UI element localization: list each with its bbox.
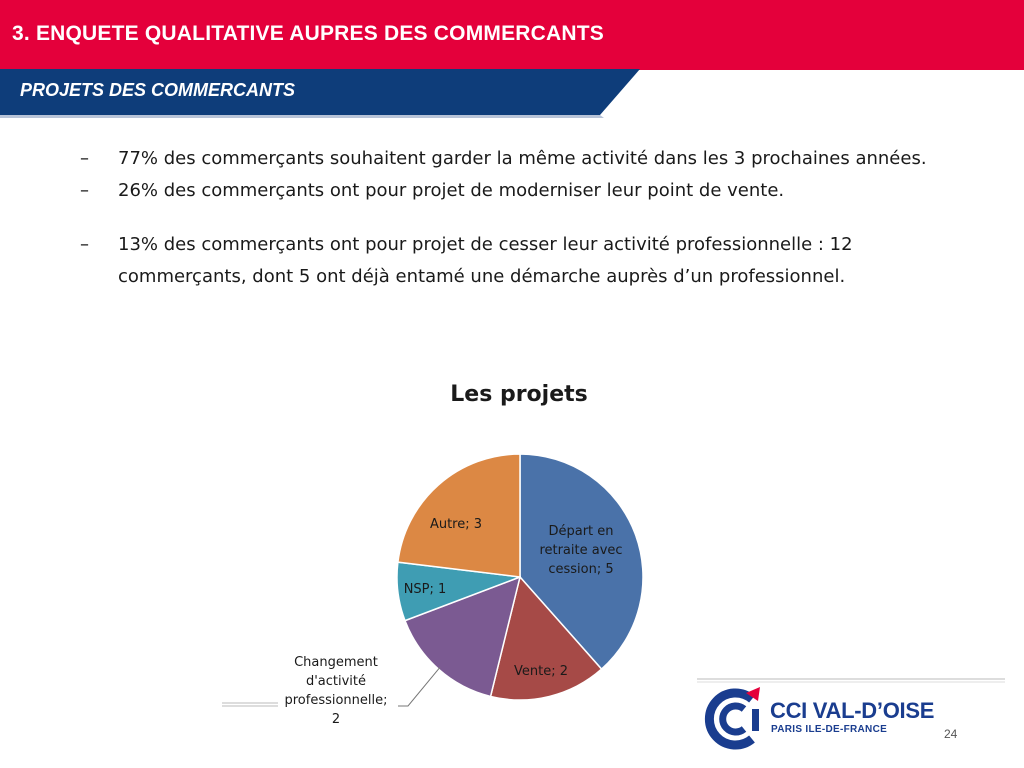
chart-title: Les projets: [450, 382, 588, 407]
bullet-dash: –: [80, 180, 89, 201]
slice-label: Changement d'activité professionnelle; 2: [284, 655, 388, 727]
slide-title: 3. ENQUETE QUALITATIVE AUPRES DES COMMERCANTS: [12, 22, 604, 45]
logo-subtitle: PARIS ILE-DE-FRANCE: [771, 724, 888, 735]
label-leader-line: [398, 667, 440, 706]
page-number: 24: [944, 727, 958, 741]
bullet-dash: –: [80, 234, 89, 255]
decorative-line: [220, 700, 280, 708]
slice-label: Autre; 3: [429, 517, 483, 532]
slice-label: Vente; 2: [514, 664, 568, 679]
bullet-text: 77% des commerçants souhaitent garder la même activité dans les 3 prochaines années.: [118, 148, 927, 169]
pie-slice: [398, 454, 520, 577]
bullet-dash: –: [80, 148, 89, 169]
bullet-text: 26% des commerçants ont pour projet de moderniser leur point de vente.: [118, 180, 785, 201]
section-subtitle: PROJETS DES COMMERCANTS: [20, 80, 296, 100]
logo-name: CCI VAL-D’OISE: [770, 698, 935, 723]
slice-label: Départ en retraite avec cession; 5: [539, 524, 623, 577]
bullet-text: 13% des commerçants ont pour projet de cesser leur activité professionnelle : 12 commerçants, dont 5 ont déjà entamé une démarche auprès d’un professionnel.: [118, 234, 853, 287]
slice-label: NSP; 1: [403, 582, 447, 597]
